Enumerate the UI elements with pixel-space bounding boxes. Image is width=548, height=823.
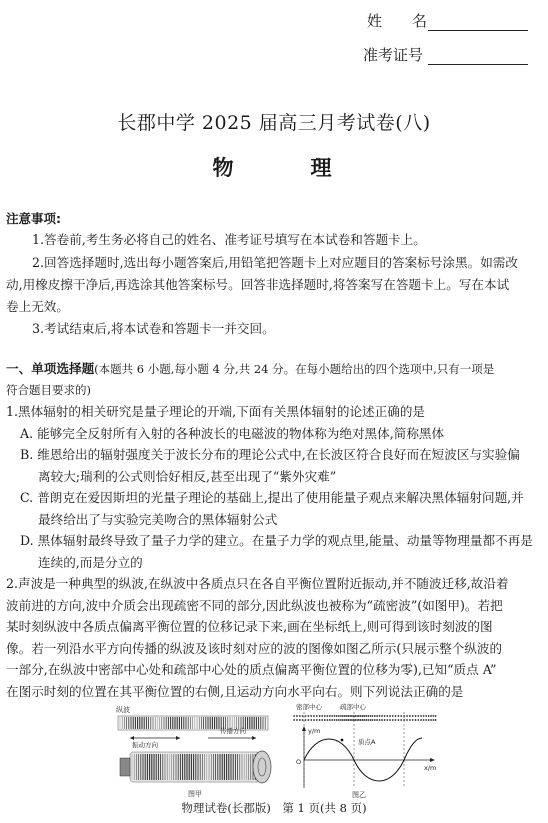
particle-dot	[374, 719, 376, 721]
particle-dot	[386, 719, 388, 721]
particle-dot	[435, 719, 437, 721]
particle-dot	[392, 715, 394, 717]
particle-dot	[372, 715, 374, 717]
particle-dot	[420, 715, 422, 717]
particle-dot	[313, 715, 315, 717]
particle-dot	[338, 719, 340, 721]
particle-dot	[351, 719, 353, 721]
particle-dot	[433, 719, 435, 721]
particle-dot	[389, 719, 391, 721]
particle-dot	[395, 715, 397, 717]
notice-item-2-line-3: 卷上无效。	[6, 299, 69, 314]
particle-dot	[302, 719, 304, 721]
particle-dot	[308, 715, 310, 717]
figure-jia-vibration-label: 振动方向	[132, 741, 158, 749]
notice-item-2-line-1: 2.回答选择题时,选出每小题答案后,用铅笔把答题卡上对应题目的答案标号涂黑。如需改	[32, 255, 518, 270]
particle-dot	[398, 719, 400, 721]
particle-dot	[370, 719, 372, 721]
particle-dot	[365, 719, 367, 721]
particle-dot	[308, 719, 310, 721]
exam-title: 长郡中学 2025 届高三月考试卷(八)	[117, 112, 431, 134]
particle-dot	[344, 719, 346, 721]
particle-dot	[340, 715, 342, 717]
particle-dot	[392, 719, 394, 721]
particle-dot	[376, 715, 378, 717]
particle-dot	[415, 715, 417, 717]
particle-dot	[327, 719, 329, 721]
q2-line-5: 一部分,在纵波中密部中心处和疏部中心处的质点偏离平衡位置的位移为零),已知“质点 A”	[6, 662, 497, 677]
sparse-center-label: 疏部中心	[340, 703, 366, 711]
particle-dot	[310, 719, 312, 721]
particle-dot	[299, 715, 301, 717]
section-1-heading: 一、单项选择题	[6, 361, 95, 376]
particle-dot	[386, 715, 388, 717]
particle-dot	[351, 715, 353, 717]
particle-dot	[360, 715, 362, 717]
particle-dot	[293, 719, 295, 721]
particle-dot	[302, 715, 304, 717]
notice-item-2-line-2: 动,用橡皮擦干净后,再选涂其他答案标号。回答非选择题时,将答案写在答题卡上。写在本试	[6, 277, 510, 292]
particle-dot	[430, 719, 432, 721]
notice-item-1: 1.答卷前,考生务必将自己的姓名、准考证号填写在本试卷和答题卡上。	[32, 232, 426, 247]
origin-label: O	[296, 758, 302, 766]
figure-jia-caption: 图甲	[188, 790, 202, 798]
particle-dot	[406, 719, 408, 721]
particle-dot	[348, 719, 350, 721]
particle-dot	[376, 719, 378, 721]
particle-dot	[316, 715, 318, 717]
particle-dot	[425, 719, 427, 721]
subject-title: 物 理	[212, 155, 360, 180]
particle-dot	[331, 719, 333, 721]
particle-dot	[349, 715, 351, 717]
particle-dot	[305, 719, 307, 721]
particle-dot	[310, 715, 312, 717]
section-1-desc-line-1: (本题共 6 小题,每小题 4 分,共 24 分。在每小题给出的四个选项中,只有一项是	[94, 362, 495, 376]
particle-dot	[428, 719, 430, 721]
particle-dot	[435, 715, 437, 717]
q1-option-d-line-2: 连续的,而是分立的	[38, 555, 143, 570]
particle-dot	[381, 719, 383, 721]
particle-dot	[363, 719, 365, 721]
particle-dot	[372, 719, 374, 721]
particle-dot	[349, 719, 351, 721]
particle-dot	[305, 715, 307, 717]
particle-dot	[409, 719, 411, 721]
q1-option-d-line-1: D. 黑体辐射最终导致了量子力学的建立。在量子力学的观点里,能量、动量等物理量都不再是	[20, 533, 533, 548]
particle-dot	[342, 715, 344, 717]
section-1-desc-line-2: 符合题目要求的)	[6, 383, 91, 397]
particle-dot	[358, 719, 360, 721]
particle-dot	[331, 715, 333, 717]
q1-option-c-line-1: C. 普朗克在爱因斯坦的光量子理论的基础上,提出了使用能量子观点来解决黑体辐射问题,并	[20, 490, 524, 505]
particle-dot	[299, 719, 301, 721]
particle-dot	[362, 719, 364, 721]
particle-dot	[329, 715, 331, 717]
particle-dot	[406, 715, 408, 717]
particle-dot	[389, 715, 391, 717]
figure-jia-propagation-label: 传播方向	[220, 727, 246, 735]
particle-dot	[324, 715, 326, 717]
particle-dot	[433, 715, 435, 717]
particle-dot	[344, 715, 346, 717]
particle-dot	[379, 715, 381, 717]
speaker-icon	[120, 758, 130, 776]
particle-dot	[356, 715, 358, 717]
particle-dot	[384, 719, 386, 721]
name-label: 姓 名	[367, 12, 428, 30]
particle-dot	[321, 719, 323, 721]
particle-dot	[423, 715, 425, 717]
figure-yi-caption: 图乙	[352, 791, 366, 799]
q2-line-3: 某时刻纵波中各质点偏离平衡位置的位移记录下来,画在坐标纸上,则可得到该时刻波的图	[6, 619, 493, 634]
particle-dot	[367, 719, 369, 721]
exam-id-label: 准考证号	[363, 46, 424, 64]
figure-jia	[110, 700, 280, 800]
particle-dot	[425, 715, 427, 717]
particle-dot	[346, 715, 348, 717]
particle-band	[293, 715, 436, 721]
particle-dot	[356, 719, 358, 721]
particle-dot	[313, 719, 315, 721]
particle-dot	[334, 715, 336, 717]
particle-dot	[370, 715, 372, 717]
q2-line-4: 像。若一列沿水平方向传播的纵波及该时刻对应的波的图像如图乙所示(只展示整个纵波的	[6, 641, 503, 656]
particle-dot	[412, 719, 414, 721]
particle-dot	[336, 715, 338, 717]
particle-dot	[354, 719, 356, 721]
particle-dot	[430, 715, 432, 717]
q1-option-b-line-1: B. 维恩给出的辐射强度关于波长分布的理论公式中,在长波区符合良好而在短波区与实验偏	[20, 447, 520, 462]
exam-id-field[interactable]	[428, 64, 528, 65]
particle-dot	[296, 715, 298, 717]
q1-option-b-line-2: 离较大;瑞利的公式则恰好相反,甚至出现了“紫外灾难”	[38, 469, 337, 484]
particle-dot	[417, 715, 419, 717]
particle-dot	[321, 715, 323, 717]
particle-dot	[354, 715, 356, 717]
q2-line-6: 在图示时刻的位置在其平衡位置的右侧,且运动方向水平向右。则下列说法正确的是	[6, 684, 464, 699]
particle-dot	[417, 719, 419, 721]
particle-dot	[400, 719, 402, 721]
particle-dot	[365, 715, 367, 717]
particle-dot	[327, 715, 329, 717]
x-axis-label: x/m	[424, 764, 437, 772]
section-1-header	[6, 358, 494, 380]
particle-dot	[428, 715, 430, 717]
particle-dot	[367, 715, 369, 717]
point-a-marker	[341, 739, 344, 742]
q1-stem: 1.黑体辐射的相关研究是量子理论的开端,下面有关黑体辐射的论述正确的是	[6, 404, 426, 419]
particle-dot	[319, 715, 321, 717]
particle-dot	[293, 715, 295, 717]
particle-dot	[348, 715, 350, 717]
notice-heading: 注意事项:	[6, 211, 61, 226]
particle-dot	[358, 715, 360, 717]
q2-line-1: 2.声波是一种典型的纵波,在纵波中各质点只在各自平衡位置附近振动,并不随波迁移,故沿着	[6, 576, 509, 591]
particle-dot	[336, 719, 338, 721]
particle-dot	[329, 719, 331, 721]
name-field[interactable]	[428, 30, 528, 31]
particle-dot	[415, 719, 417, 721]
particle-dot	[324, 719, 326, 721]
figure-yi	[282, 700, 442, 800]
particle-dot	[342, 719, 344, 721]
particle-dot	[319, 719, 321, 721]
q1-option-a: A. 能够完全反射所有入射的各种波长的电磁波的物体称为绝对黑体,简称黑体	[20, 426, 445, 441]
q1-option-c-line-2: 最终给出了与实验完美吻合的黑体辐射公式	[38, 512, 278, 527]
particle-dot	[363, 715, 365, 717]
point-a-label: 质点A	[358, 738, 376, 746]
particle-dot	[340, 719, 342, 721]
particle-dot	[362, 715, 364, 717]
figure-jia-longwave-label: 纵波	[116, 706, 130, 714]
particle-dot	[400, 715, 402, 717]
particle-dot	[423, 719, 425, 721]
particle-dot	[338, 715, 340, 717]
particle-dot	[384, 715, 386, 717]
dense-center-label: 密部中心	[296, 703, 322, 711]
notice-item-3: 3.考试结束后,将本试卷和答题卡一并交回。	[32, 321, 275, 336]
particle-dot	[420, 719, 422, 721]
particle-dot	[381, 715, 383, 717]
particle-dot	[360, 719, 362, 721]
y-axis-label: y/m	[308, 727, 321, 735]
particle-dot	[374, 715, 376, 717]
particle-dot	[398, 715, 400, 717]
ear-icon	[253, 751, 271, 783]
particle-dot	[395, 719, 397, 721]
particle-dot	[346, 719, 348, 721]
particle-dot	[334, 719, 336, 721]
particle-dot	[412, 715, 414, 717]
particle-dot	[379, 719, 381, 721]
q2-line-2: 波前进的方向,波中介质会出现疏密不同的部分,因此纵波也被称为“疏密波”(如图甲)。若把	[6, 598, 503, 613]
particle-dot	[409, 715, 411, 717]
page-footer: 物理试卷(长郡版) 第 1 页(共 8 页)	[181, 801, 367, 815]
particle-dot	[296, 719, 298, 721]
particle-dot	[316, 719, 318, 721]
